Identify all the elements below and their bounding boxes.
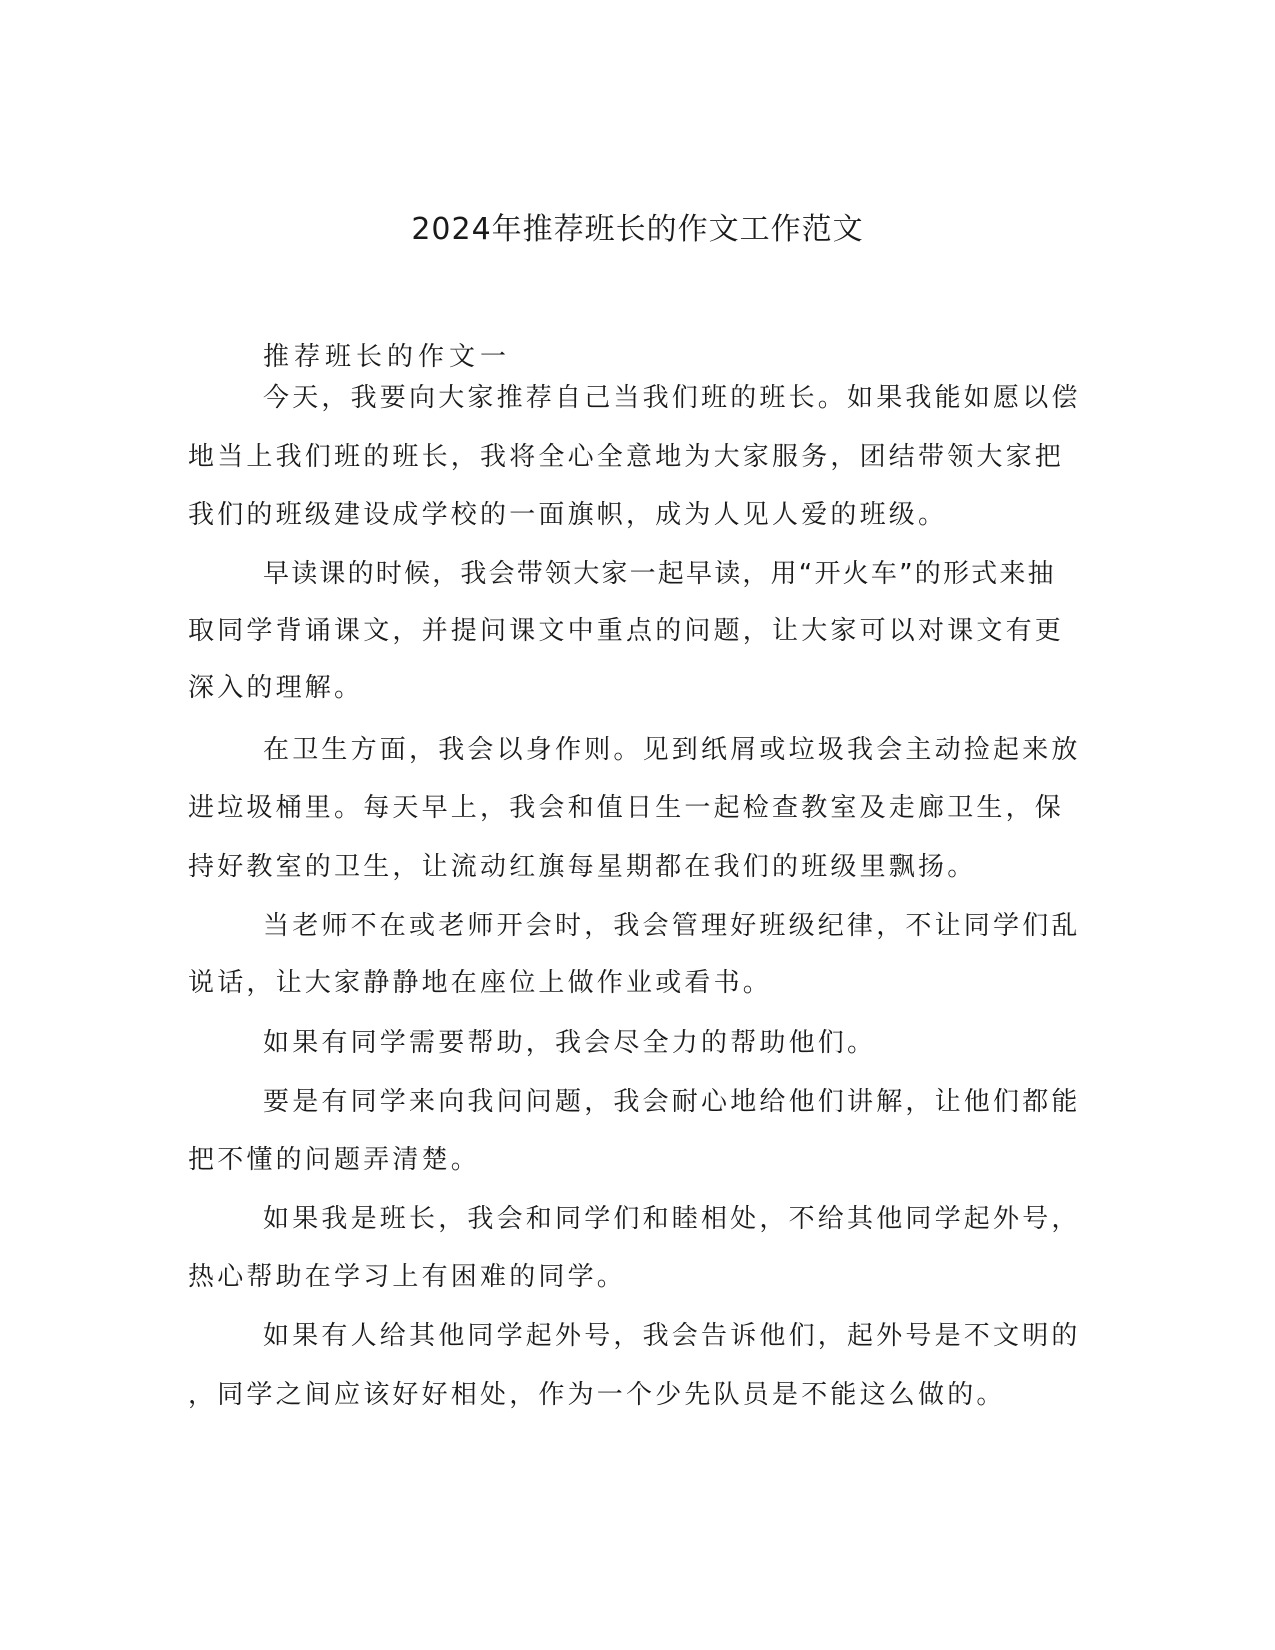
paragraph-line: 热心帮助在学习上有困难的同学。	[188, 1262, 627, 1292]
paragraph-line: 深入的理解。	[188, 673, 364, 703]
paragraph-line: 早读课的时候，我会带领大家一起早读，用“开火车”的形式来抽	[263, 559, 1056, 589]
paragraph-line: 取同学背诵课文，并提问课文中重点的问题，让大家可以对课文有更	[188, 616, 1065, 646]
paragraph-line: 在卫生方面，我会以身作则。见到纸屑或垃圾我会主动捡起来放	[263, 735, 1081, 765]
paragraph-line: 我们的班级建设成学校的一面旗帜，成为人见人爱的班级。	[188, 500, 948, 530]
paragraph-line: 说话，让大家静静地在座位上做作业或看书。	[188, 968, 773, 998]
paragraph-line: 地当上我们班的班长，我将全心全意地为大家服务，团结带领大家把	[188, 442, 1065, 472]
paragraph-line: 如果有人给其他同学起外号，我会告诉他们，起外号是不文明的	[263, 1321, 1081, 1351]
document-title: 2024年推荐班长的作文工作范文	[411, 212, 864, 247]
paragraph-line: 进垃圾桶里。每天早上，我会和值日生一起检查教室及走廊卫生，保	[188, 793, 1065, 823]
paragraph-line: 今天，我要向大家推荐自己当我们班的班长。如果我能如愿以偿	[263, 383, 1081, 413]
paragraph-line: 把不懂的问题弄清楚。	[188, 1145, 481, 1175]
paragraph-line: 要是有同学来向我问问题，我会耐心地给他们讲解，让他们都能	[263, 1087, 1081, 1117]
paragraph-line: 如果我是班长，我会和同学们和睦相处，不给其他同学起外号，	[263, 1204, 1081, 1234]
paragraph-line: 持好教室的卫生，让流动红旗每星期都在我们的班级里飘扬。	[188, 852, 977, 882]
paragraph-line: ，同学之间应该好好相处，作为一个少先队员是不能这么做的。	[188, 1380, 1006, 1410]
paragraph-line: 当老师不在或老师开会时，我会管理好班级纪律，不让同学们乱	[263, 911, 1081, 941]
section-heading: 推荐班长的作文一	[263, 342, 512, 372]
paragraph-line: 如果有同学需要帮助，我会尽全力的帮助他们。	[263, 1028, 877, 1058]
